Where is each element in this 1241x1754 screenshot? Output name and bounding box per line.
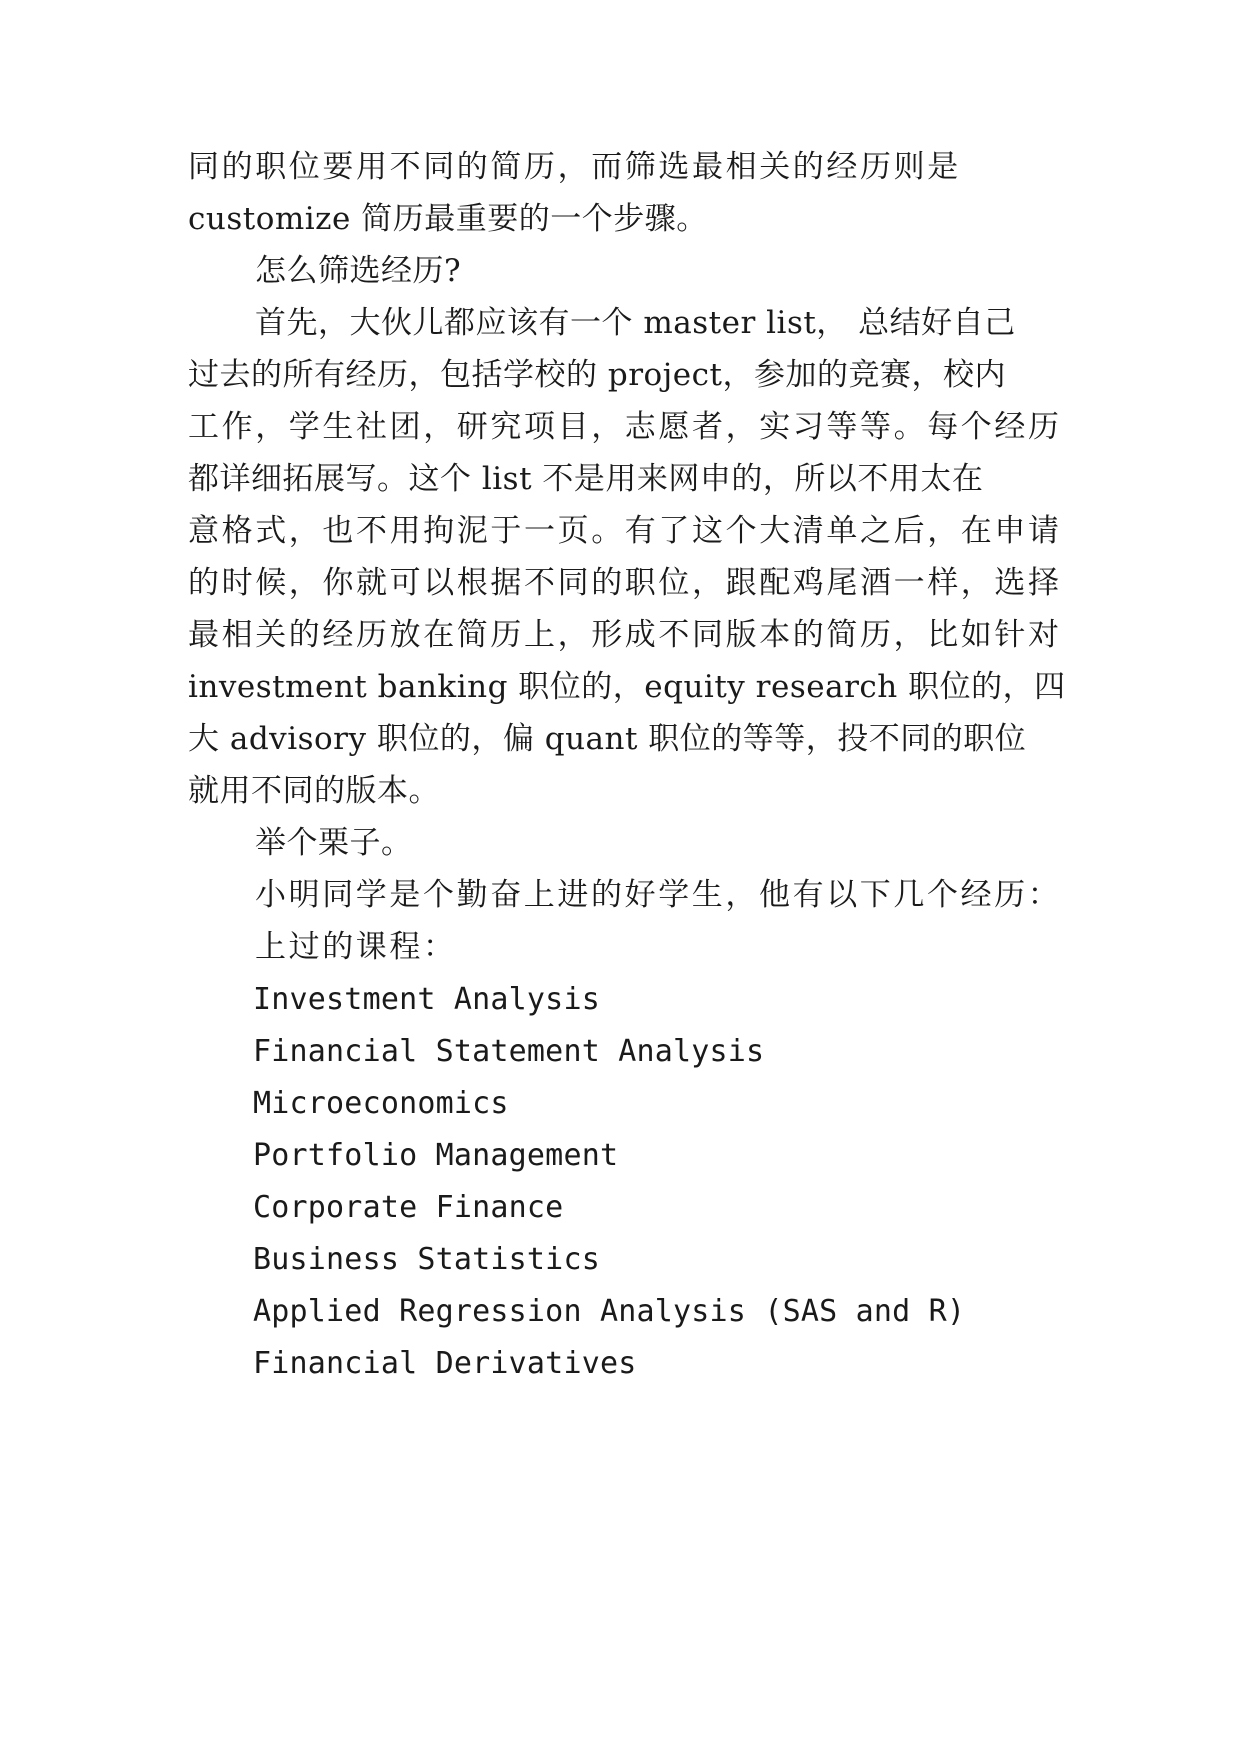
paragraph-line: investment banking 职位的，equity research 职位的，四 — [188, 669, 1066, 705]
course-item: Portfolio Management — [253, 1138, 619, 1173]
paragraph-line: 的时候，你就可以根据不同的职位，跟配鸡尾酒一样，选择 — [188, 565, 1062, 601]
course-item: Financial Derivatives — [253, 1346, 637, 1381]
course-item: Business Statistics — [253, 1242, 600, 1277]
paragraph-line: 工作，学生社团，研究项目，志愿者，实习等等。每个经历 — [188, 409, 1062, 445]
course-item: Investment Analysis — [253, 982, 600, 1017]
paragraph-line: 首先，大伙儿都应该有一个 master list， 总结好自己 — [255, 305, 1016, 341]
student-intro: 小明同学是个勤奋上进的好学生，他有以下几个经历： — [255, 877, 1062, 913]
course-item: Corporate Finance — [253, 1190, 564, 1225]
paragraph-line: customize 简历最重要的一个步骤。 — [188, 201, 708, 237]
course-item: Financial Statement Analysis — [253, 1034, 765, 1069]
paragraph-line: 都详细拓展写。这个 list 不是用来网申的，所以不用太在 — [188, 461, 984, 497]
course-item: Microeconomics — [253, 1086, 509, 1121]
paragraph-line: 大 advisory 职位的，偏 quant 职位的等等，投不同的职位 — [188, 721, 1027, 757]
example-intro: 举个栗子。 — [255, 825, 413, 861]
section-question: 怎么筛选经历? — [255, 253, 462, 289]
paragraph-line: 过去的所有经历，包括学校的 project，参加的竞赛，校内 — [188, 357, 1006, 393]
paragraph-line: 最相关的经历放在简历上，形成不同版本的简历，比如针对 — [188, 617, 1062, 653]
paragraph-line: 就用不同的版本。 — [188, 773, 440, 809]
paragraph-line: 同的职位要用不同的简历，而筛选最相关的经历则是 — [188, 149, 961, 185]
course-item: Applied Regression Analysis (SAS and R) — [253, 1294, 966, 1329]
courses-label: 上过的课程： — [255, 929, 457, 965]
paragraph-line: 意格式，也不用拘泥于一页。有了这个大清单之后，在申请 — [188, 513, 1062, 549]
